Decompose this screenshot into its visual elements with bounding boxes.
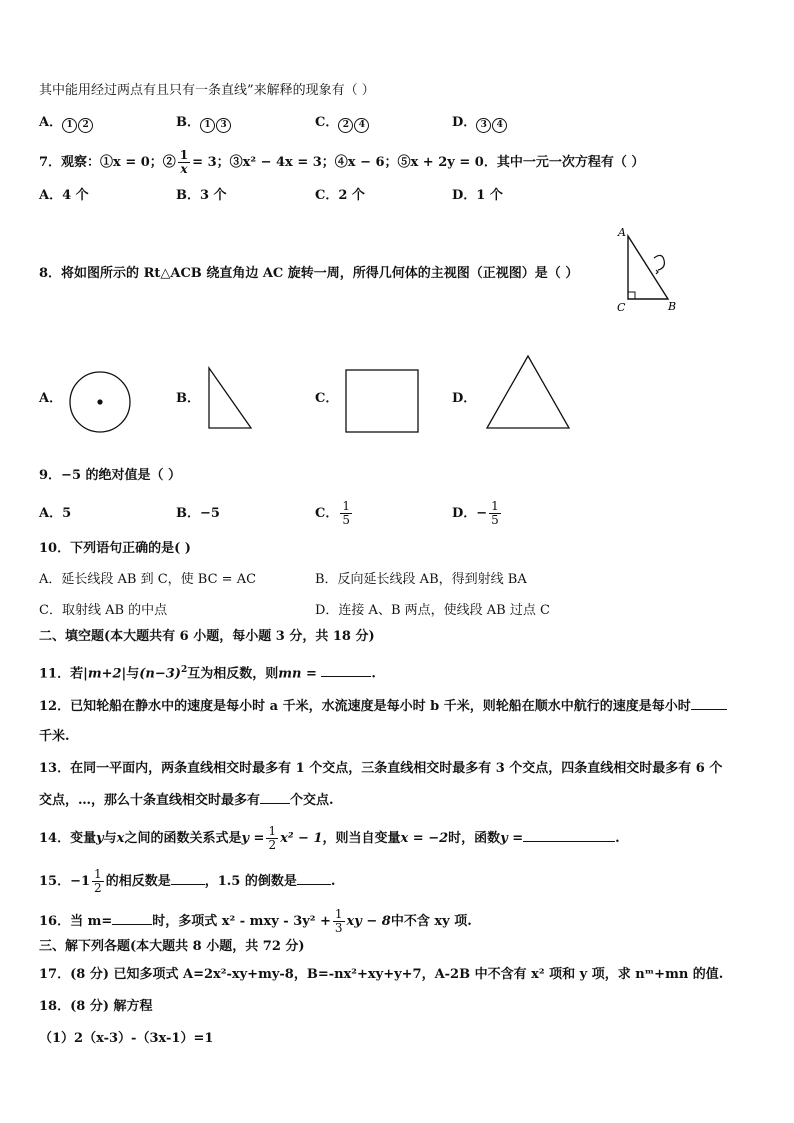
q6-option-a: A． 1 2 [39, 114, 94, 133]
q8-option-d-triangle [485, 354, 571, 432]
q8-label-b: B [668, 300, 677, 313]
q10-text: 10．下列语句正确的是( ) [39, 541, 191, 556]
q8-option-c: C． [315, 391, 339, 406]
q8-option-c-square [344, 368, 420, 434]
q7-option-b: B．3 个 [176, 188, 227, 203]
q9-option-a: A．5 [39, 506, 72, 521]
section-3-heading: 三、解下列各题(本大题共 8 小题，共 72 分) [39, 939, 305, 954]
q7-option-c: C．2 个 [315, 188, 365, 203]
q8-option-a-circle [68, 370, 132, 434]
section-2-heading: 二、填空题(本大题共有 6 小题，每小题 3 分，共 18 分) [39, 629, 375, 644]
q9-option-c: C． $\frac{1}{5}$ [315, 499, 350, 527]
q13-text-cont: 交点，…，那么十条直线相交时最多有 个交点. [39, 793, 334, 808]
q10-option-d: D．连接 A、B 两点，使线段 AB 过点 C [315, 603, 550, 618]
q8-option-d: D． [452, 391, 477, 406]
q6-option-b: B． 1 3 [176, 114, 232, 133]
q6-option-d: D． 3 4 [452, 114, 508, 133]
q12-text-cont: 千米. [39, 729, 70, 744]
q8-label-a: A [618, 226, 626, 239]
q18-part-1: （1）2（x-3）-（3x-1）=1 [39, 1031, 214, 1046]
q6-option-c: C． 2 4 [315, 114, 370, 133]
q10-option-a: A．延长线段 AB 到 C，使 BC = AC [39, 572, 257, 587]
q7-text: 7．观察：①x = 0；② $\frac{1}{x}$ = 3；③x² − 4x = 3；④x − 6；⑤x + 2y = 0．其中一元一次方程有（ ） [39, 148, 645, 176]
q7-option-d: D．1 个 [452, 188, 503, 203]
q8-triangle-figure [612, 224, 684, 316]
q10-option-b: B．反向延长线段 AB，得到射线 BA [315, 572, 527, 587]
q8-text: 8．将如图所示的 Rt△ACB 绕直角边 AC 旋转一周，所得几何体的主视图（正视图）是（ ） [39, 266, 579, 281]
q15-text: 15．−1 $\frac{1}{2}$ 的相反数是 ，1.5 的倒数是 . [39, 867, 336, 895]
q9-text: 9．−5 的绝对值是（ ） [39, 468, 182, 483]
q9-option-b: B．−5 [176, 506, 220, 521]
q8-label-c: C [617, 301, 626, 314]
q13-text: 13．在同一平面内，两条直线相交时最多有 1 个交点，三条直线相交时最多有 3 个交点，四条直线相交时最多有 6 个 [39, 761, 723, 776]
q9-option-d: D．− $\frac{1}{5}$ [452, 499, 499, 527]
q10-option-c: C．取射线 AB 的中点 [39, 603, 168, 618]
q17-text: 17．(8 分) 已知多项式 A=2x²-xy+my-8，B=-nx²+xy+y+7，A-2B 中不含有 x² 项和 y 项，求 nᵐ+mn 的值. [39, 967, 724, 982]
q16-text: 16．当 m= 时，多项式 x² - mxy - 3y² + $\frac{1}{3}$ xy − 8中不含 xy 项. [39, 907, 472, 935]
q18-text: 18．(8 分) 解方程 [39, 999, 153, 1014]
q7-option-a: A．4 个 [39, 188, 89, 203]
q6-text: 其中能用经过两点有且只有一条直线”来解释的现象有（ ） [39, 83, 375, 98]
q8-option-b: B． [176, 391, 200, 406]
q11-text: 11．若|m+2|与$(n-3)^2$互为相反数，则mn = . [39, 665, 376, 682]
q8-option-b-triangle [205, 366, 255, 432]
q14-text: 14．变量y与x之间的函数关系式是y = $\frac{1}{2}$ x² − 1，则当自变量x = −2时，函数y = . [39, 824, 620, 852]
q8-option-a: A． [39, 391, 63, 406]
q12-text: 12．已知轮船在静水中的速度是每小时 a 千米，水流速度是每小时 b 千米，则轮船在顺水中航行的速度是每小时 [39, 697, 727, 716]
